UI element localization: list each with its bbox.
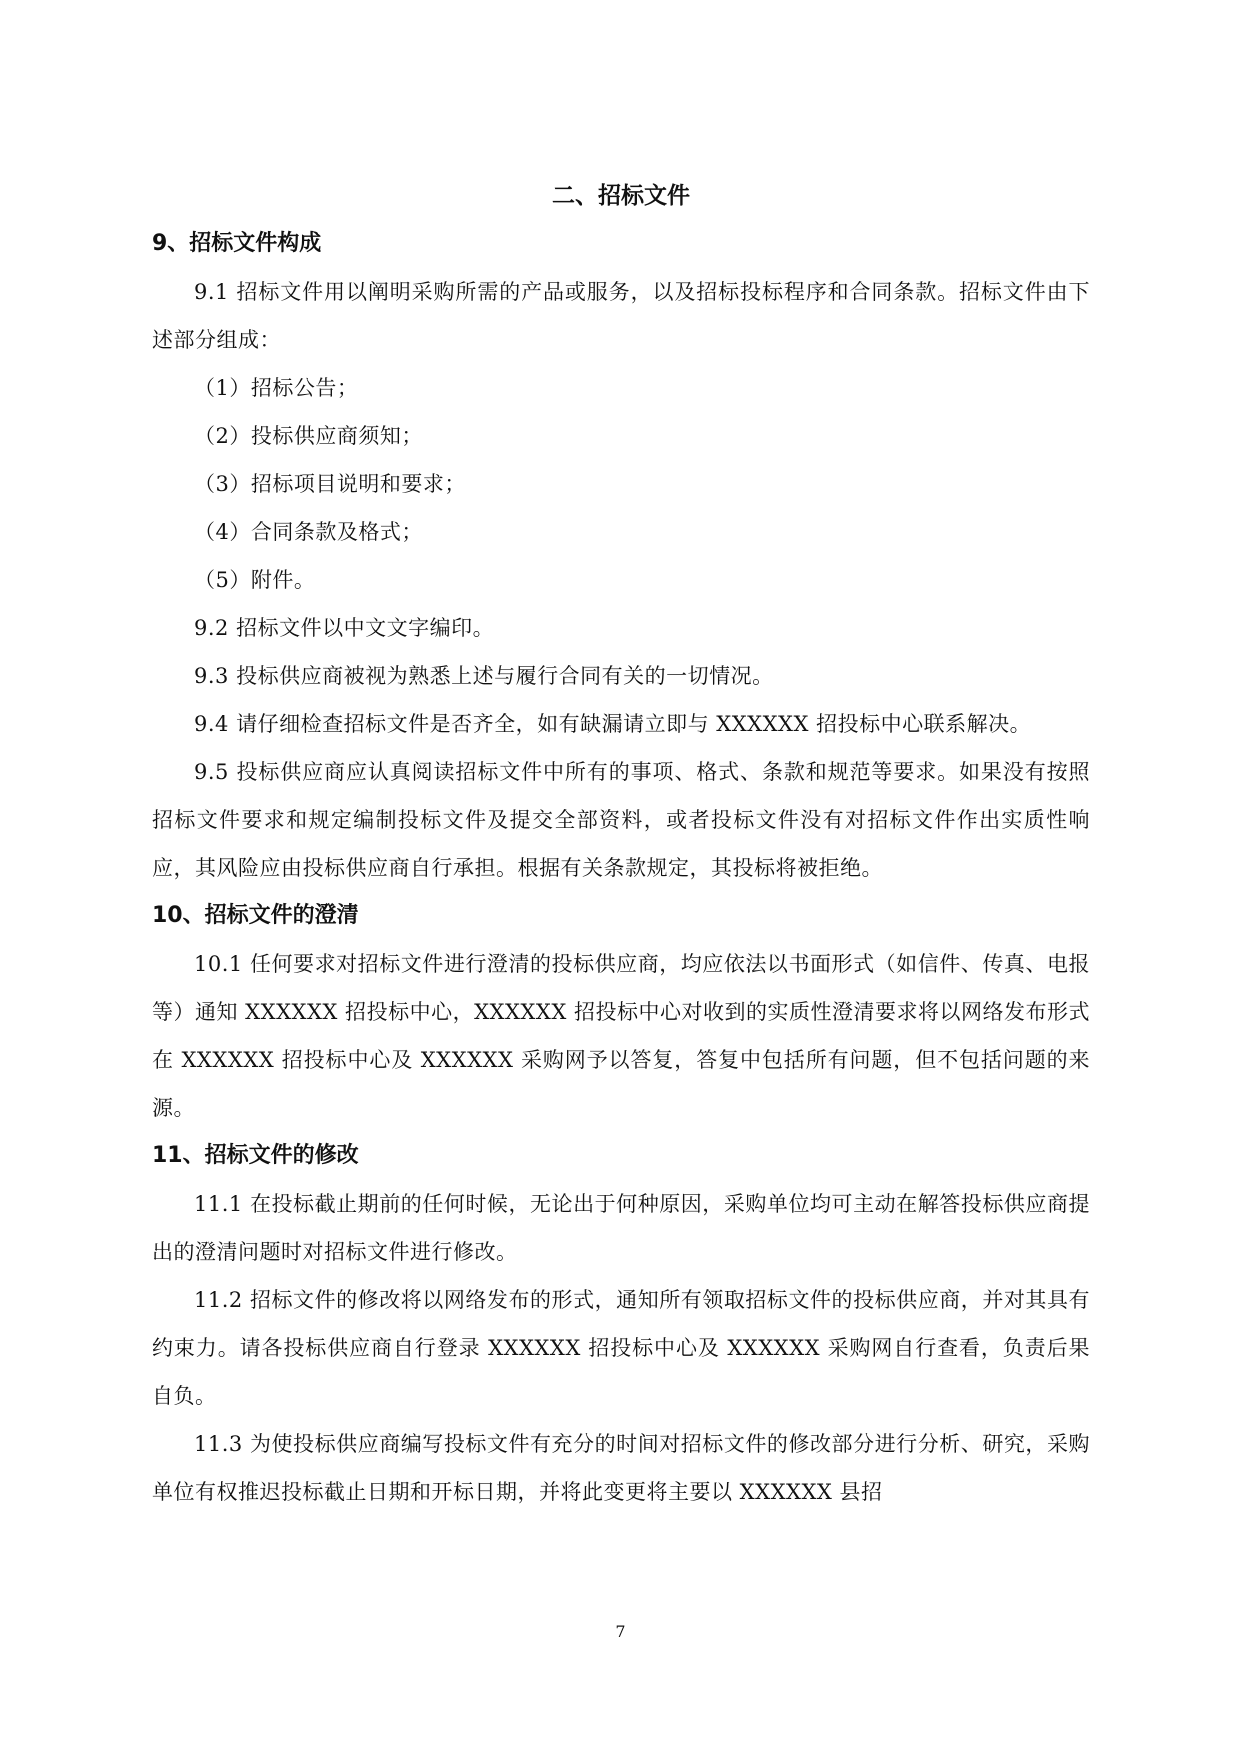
list-item: （3）招标项目说明和要求； — [194, 472, 466, 496]
paragraph-11-2: 11.2 招标文件的修改将以网络发布的形式，通知所有领取招标文件的投标供应商，并对其具有约束力。请各投标供应商自行登录 XXXXXX 招投标中心及 XXXXXX 采购网自行查看，负责后果自负。 — [152, 1288, 1090, 1408]
paragraph-10-1: 10.1 任何要求对招标文件进行澄清的投标供应商，均应依法以书面形式（如信件、传真、电报等）通知 XXXXXX 招投标中心，XXXXXX 招投标中心对收到的实质性澄清要求将以网络发布形式在 XXXXXX 招投标中心及 XXXXXX 采购网予以答复，答复中包括所有问题，但不包括问题的来源。 — [152, 952, 1090, 1120]
list-item: （4）合同条款及格式； — [194, 520, 423, 544]
section-heading-9: 9、招标文件构成 — [152, 231, 322, 256]
section-heading-11: 11、招标文件的修改 — [152, 1143, 359, 1168]
paragraph-11-1: 11.1 在投标截止期前的任何时候，无论出于何种原因，采购单位均可主动在解答投标供应商提出的澄清问题时对招标文件进行修改。 — [152, 1192, 1090, 1264]
chapter-title: 二、招标文件 — [552, 183, 690, 209]
paragraph-9-3: 9.3 投标供应商被视为熟悉上述与履行合同有关的一切情况。 — [194, 664, 774, 688]
paragraph-9-2: 9.2 招标文件以中文文字编印。 — [194, 616, 495, 640]
paragraph-9-5: 9.5 投标供应商应认真阅读招标文件中所有的事项、格式、条款和规范等要求。如果没有按照招标文件要求和规定编制投标文件及提交全部资料，或者投标文件没有对招标文件作出实质性响应，其风险应由投标供应商自行承担。根据有关条款规定，其投标将被拒绝。 — [152, 760, 1090, 880]
list-item: （5）附件。 — [194, 568, 316, 592]
paragraph-9-4: 9.4 请仔细检查招标文件是否齐全，如有缺漏请立即与 XXXXXX 招投标中心联系解决。 — [194, 712, 1032, 736]
list-item: （1）招标公告； — [194, 376, 359, 400]
list-item: （2）投标供应商须知； — [194, 424, 423, 448]
page-number: 7 — [615, 1622, 626, 1641]
paragraph-9-1: 9.1 招标文件用以阐明采购所需的产品或服务，以及招标投标程序和合同条款。招标文件由下述部分组成： — [152, 280, 1090, 352]
section-heading-10: 10、招标文件的澄清 — [152, 903, 359, 928]
paragraph-11-3: 11.3 为使投标供应商编写投标文件有充分的时间对招标文件的修改部分进行分析、研究，采购单位有权推迟投标截止日期和开标日期，并将此变更将主要以 XXXXXX 县招 — [152, 1432, 1090, 1504]
page-content — [152, 172, 1090, 1516]
